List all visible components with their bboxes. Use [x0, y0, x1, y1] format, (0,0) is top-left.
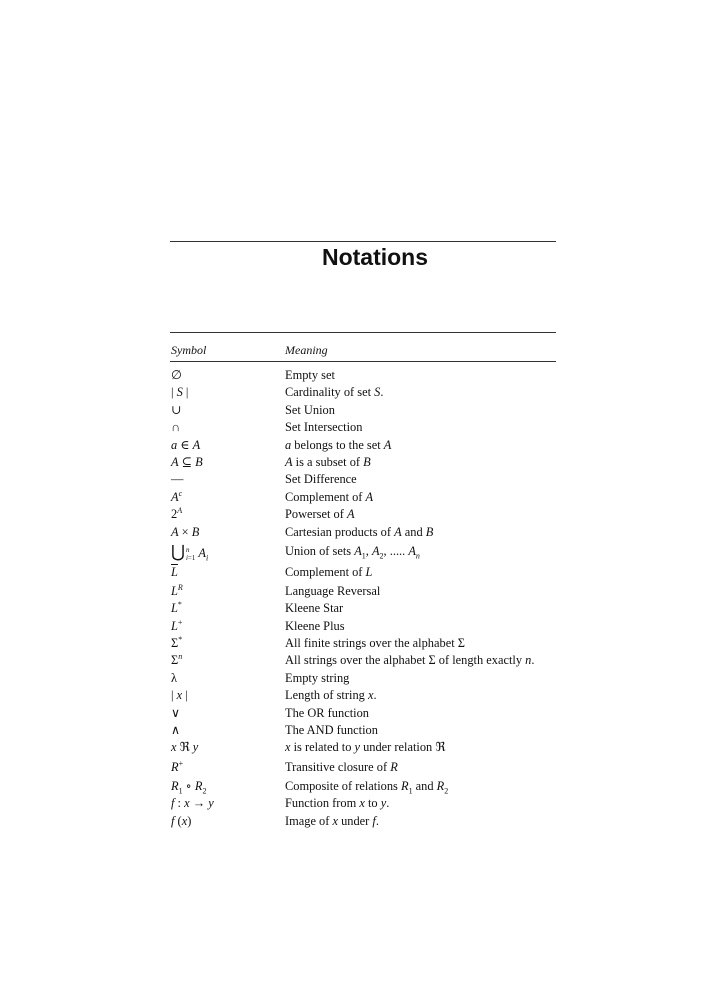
table-header-bottom-rule [170, 361, 556, 362]
symbol-cell: $R_1$ ∘ $R_2$ [171, 778, 207, 796]
column-header-symbol: Symbol [171, 343, 207, 357]
symbol-cell: — [171, 472, 184, 487]
table-row [170, 670, 570, 687]
table-row [170, 384, 570, 401]
meaning-cell: Image of x under f. [285, 813, 379, 828]
symbol-cell: ∧ [171, 723, 181, 738]
meaning-cell: Composite of relations $R_1$ and $R_2$ [285, 778, 449, 796]
meaning-cell: Union of sets $A_1$, $A_2$, ..... $A_n$ [285, 543, 420, 561]
meaning-cell: Transitive closure of R [285, 759, 398, 774]
table-row [170, 618, 570, 635]
table-row [170, 437, 570, 454]
symbol-cell: | S | [171, 385, 189, 400]
table-row [170, 454, 570, 471]
table-row [170, 506, 570, 523]
meaning-cell: Kleene Plus [285, 618, 345, 633]
symbol-cell: A ⊆ B [171, 454, 203, 469]
table-row [170, 600, 570, 617]
table-row [170, 402, 570, 419]
meaning-cell: Empty set [285, 368, 335, 382]
meaning-cell: All strings over the alphabet Σ of length exactly n. [285, 653, 535, 668]
table-row [170, 687, 570, 704]
meaning-cell: Set Difference [285, 472, 357, 487]
symbol-cell: $L^R$ [171, 582, 183, 598]
symbol-cell: $2^A$ [171, 506, 183, 522]
table-row [170, 739, 570, 756]
table-row [170, 541, 570, 562]
table-row [170, 489, 570, 506]
table-header-top-rule [170, 332, 556, 333]
meaning-cell: Empty string [285, 670, 350, 685]
meaning-cell: Cardinality of set S. [285, 385, 384, 400]
symbol-cell: ∪ [171, 402, 182, 417]
symbol-cell: a ∈ A [171, 437, 201, 452]
meaning-cell: Length of string x. [285, 688, 377, 703]
symbol-cell: ∨ [171, 705, 181, 720]
top-rule [170, 241, 556, 242]
table-row [170, 652, 570, 669]
symbol-cell: ∩ [171, 420, 180, 435]
table-row [170, 367, 570, 384]
column-header-meaning: Meaning [285, 343, 328, 357]
symbol-cell: λ [171, 670, 178, 685]
meaning-cell: The OR function [285, 705, 369, 720]
notation-table [170, 367, 570, 830]
table-row [170, 778, 570, 795]
symbol-cell: $\Sigma^n$ [171, 652, 183, 668]
meaning-cell: Set Union [285, 402, 335, 417]
meaning-cell: Complement of A [285, 489, 374, 504]
table-row [170, 722, 570, 739]
table-row [170, 705, 570, 722]
symbol-cell: L* [171, 600, 182, 616]
symbol-cell: ⋃n i=1 $A_i$ [171, 541, 209, 563]
symbol-cell: A × B [171, 524, 200, 539]
table-row [170, 813, 570, 830]
table-row [170, 583, 570, 600]
symbol-cell: ∅ [171, 368, 182, 382]
meaning-cell: Kleene Star [285, 601, 344, 616]
meaning-cell: Cartesian products of A and B [285, 524, 434, 539]
meaning-cell: Set Intersection [285, 420, 363, 435]
table-row [170, 795, 570, 812]
page-title [170, 244, 556, 271]
table-row [170, 524, 570, 541]
table-row [170, 419, 570, 436]
table-row [170, 562, 570, 583]
symbol-cell: $\overline{L}$ [171, 564, 178, 579]
symbol-cell: f : x → y [171, 796, 214, 811]
symbol-cell: R+ [171, 758, 184, 774]
symbol-cell: Σ* [171, 634, 183, 651]
symbol-cell: f (x) [171, 813, 192, 828]
meaning-cell: Complement of L [285, 564, 373, 579]
table-row [170, 471, 570, 488]
meaning-cell: a belongs to the set A [285, 437, 392, 452]
symbol-cell: | x | [171, 688, 188, 703]
table-row [170, 635, 570, 652]
symbol-cell: L+ [171, 617, 183, 633]
meaning-cell: Powerset of A [285, 507, 355, 522]
meaning-cell: All finite strings over the alphabet Σ [285, 636, 465, 651]
meaning-cell: Function from x to y. [285, 796, 390, 811]
meaning-cell: A is a subset of B [285, 454, 371, 469]
meaning-cell: The AND function [285, 723, 378, 738]
meaning-cell: Language Reversal [285, 583, 381, 598]
table-row [170, 757, 570, 778]
page-title-text: Notations [321, 244, 429, 270]
meaning-cell: x is related to y under relation ℜ [285, 740, 446, 755]
symbol-cell: x ℜ y [171, 740, 199, 755]
symbol-cell: $A^c$ [171, 488, 183, 504]
